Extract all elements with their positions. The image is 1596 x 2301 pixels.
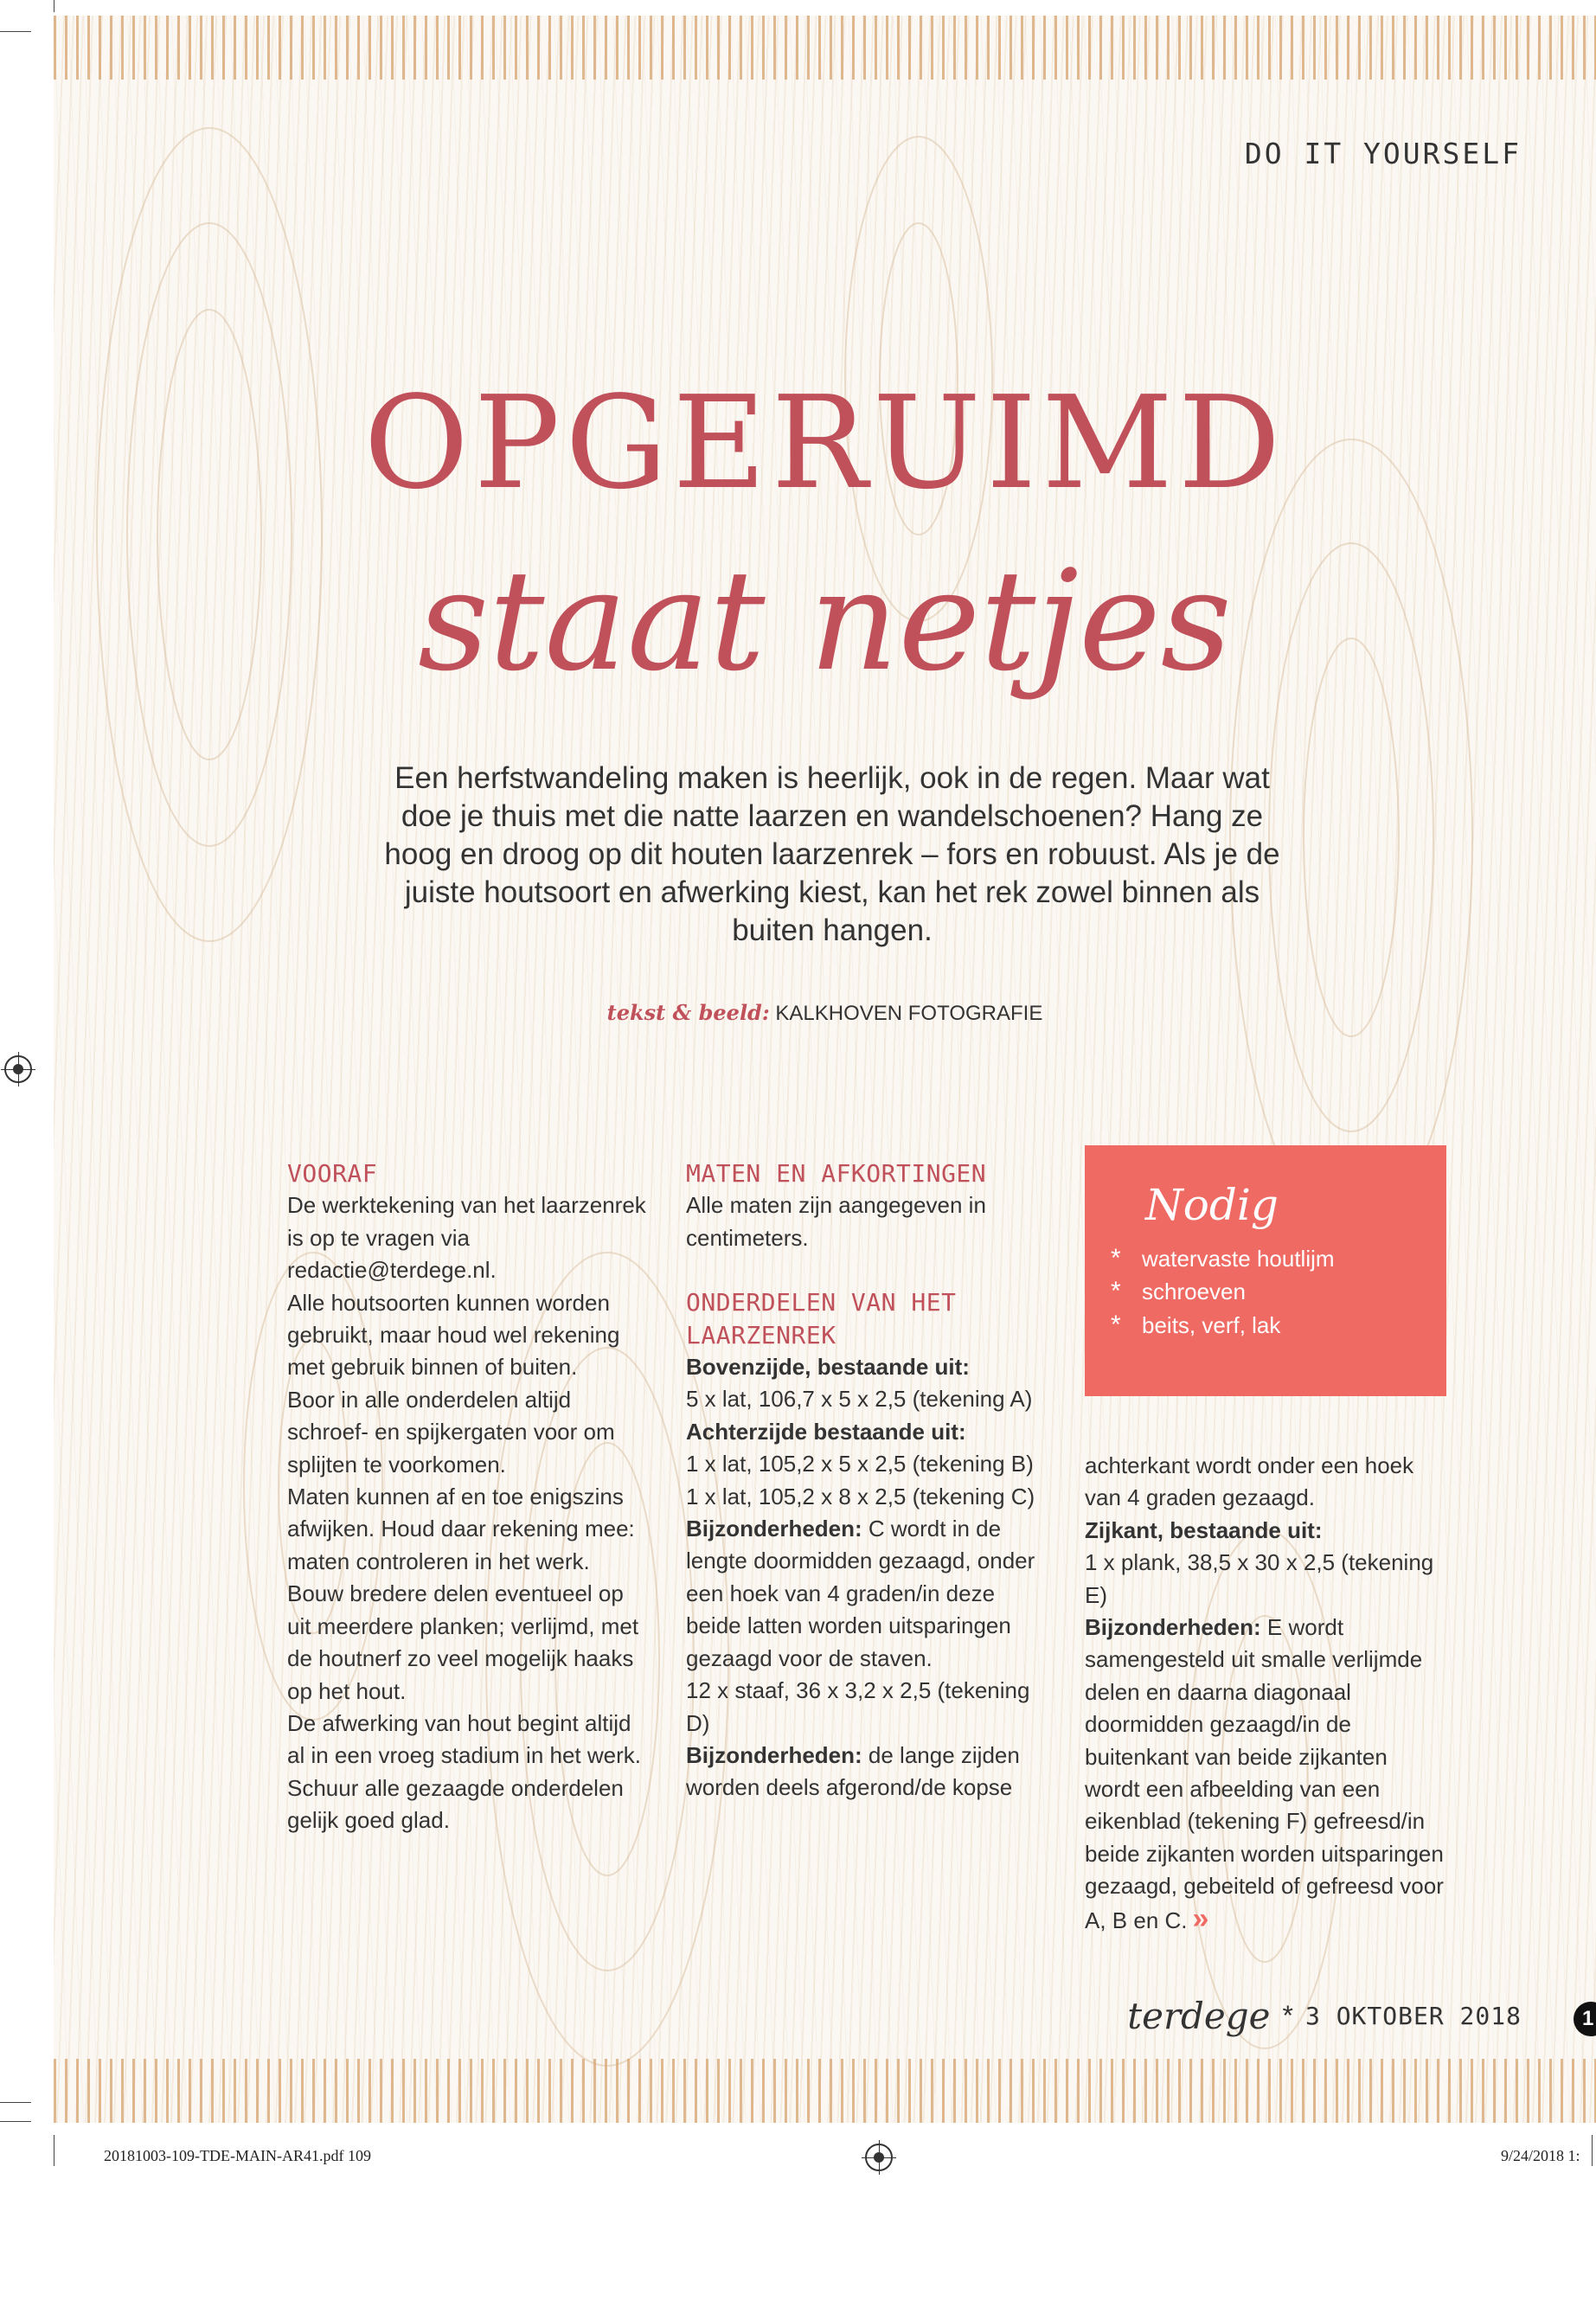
asterisk-icon: *: [1111, 1244, 1121, 1272]
vooraf-paragraph: Boor in alle onderdelen altijd schroef- en spijkergaten voor om splijten te voorkomen.: [287, 1386, 615, 1477]
bijzonderheden-text: de lange zijden worden deels afgerond/de kopse: [686, 1741, 1020, 1801]
nodig-item: schroeven: [1142, 1279, 1246, 1305]
list-item: [1111, 1309, 1335, 1342]
bijzonderheden-paragraph: [1085, 1612, 1448, 1937]
list-item: [1111, 1242, 1335, 1275]
page-footer: [1127, 1995, 1522, 2037]
footer-brand: terdege: [1127, 1995, 1271, 2037]
achterzijde-label: Achterzijde bestaande uit:: [686, 1418, 966, 1445]
wood-grain-band-bottom: [54, 2059, 1596, 2123]
credit-name: KALKHOVEN FOTOGRAFIE: [775, 1002, 1043, 1025]
vooraf-paragraph: De afwerking van hout begint altijd al in een vroeg stadium in het werk. Schuur alle gezaagde onderdelen gelijk goed glad.: [287, 1709, 641, 1834]
crop-mark: [0, 31, 31, 32]
asterisk-icon: *: [1111, 1277, 1121, 1306]
asterisk-icon: *: [1111, 1310, 1121, 1339]
vooraf-paragraph: Maten kunnen af en toe enigszins afwijken. Houd daar rekening mee: maten controleren in het werk.: [287, 1484, 635, 1574]
staaf-text: 12 x staaf, 36 x 3,2 x 2,5 (tekening D): [686, 1677, 1030, 1736]
crop-mark: [0, 2121, 31, 2122]
title-line-1: OPGERUIMD: [363, 369, 1286, 517]
intro-paragraph: Een herfstwandeling maken is heerlijk, ook in de regen. Maar wat doe je thuis met die natte laarzen en wandelschoenen? Hang ze hoog en droog op dit houten laarzenrek – fors en robuust. Als je de juiste houtsoort en afwerking kiest, kan het rek zowel binnen als buiten hangen.: [384, 761, 1280, 947]
bijzonderheden-label: Bijzonderheden:: [686, 1516, 862, 1542]
page-number: 1: [1574, 2002, 1596, 2036]
column-vooraf: [287, 1157, 651, 1837]
nodig-title: Nodig: [1145, 1180, 1279, 1230]
bijzonderheden-paragraph: [686, 1513, 1049, 1675]
column-zijkant: [1085, 1450, 1448, 1937]
maten-heading: MATEN EN AFKORTINGEN: [686, 1159, 987, 1188]
bovenzijde-label: Bovenzijde, bestaande uit:: [686, 1354, 970, 1381]
achterzijde-text: 1 x lat, 105,2 x 8 x 2,5 (tekening C): [686, 1483, 1035, 1509]
vooraf-paragraph: Alle houtsoorten kunnen worden gebruikt, maar houd wel rekening met gebruik binnen of buiten.: [287, 1289, 620, 1381]
bijzonderheden-label: Bijzonderheden:: [1085, 1614, 1261, 1641]
bovenzijde-text: 5 x lat, 106,7 x 5 x 2,5 (tekening A): [686, 1386, 1033, 1413]
vooraf-paragraph: Bouw bredere delen eventueel op uit meerdere planken; verlijmd, met de houtnerf zo veel mogelijk haaks op het hout.: [287, 1580, 639, 1704]
title-line-2: staat netjes: [418, 540, 1232, 702]
achterzijde-text: 1 x lat, 105,2 x 5 x 2,5 (tekening B): [686, 1451, 1034, 1477]
registration-mark-icon: [865, 2144, 893, 2171]
nodig-box: [1085, 1145, 1446, 1396]
nodig-list: [1111, 1242, 1335, 1342]
footer-date: 3 OKTOBER 2018: [1304, 2002, 1522, 2030]
bijzonderheden-text: E wordt samengesteld uit smalle verlijmde delen en daarna diagonaal doormidden gezaagd/in de buitenkant van beide zijkanten wordt een afbeelding van een eikenblad (tekening F) gefreesd/in beide zijkanten worden uitsparingen gezaagd, gebeiteld of gefreesd voor A, B en C.: [1085, 1614, 1444, 1933]
wood-grain-band-top: [54, 16, 1596, 80]
nodig-item: beits, verf, lak: [1142, 1311, 1281, 1338]
nodig-item: watervaste houtlijm: [1142, 1246, 1335, 1272]
bijzonderheden-text: C wordt in de lengte doormidden gezaagd, onder een hoek van 4 graden/in deze beide latten worden uitsparingen gezaagd voor de staven.: [686, 1516, 1035, 1671]
asterisk-icon: *: [1282, 2000, 1293, 2031]
zijkant-text: 1 x plank, 38,5 x 30 x 2,5 (tekening E): [1085, 1549, 1434, 1608]
credit-line: [54, 1000, 1596, 1026]
onderdelen-heading: ONDERDELEN VAN HET LAARZENREK: [686, 1288, 957, 1349]
vooraf-heading: VOORAF: [287, 1159, 378, 1188]
crop-mark: [1592, 2135, 1593, 2166]
column-maten: [686, 1157, 1049, 1804]
registration-mark-icon: [4, 1055, 32, 1083]
crop-mark: [0, 2102, 31, 2103]
section-tag: DO IT YOURSELF: [1244, 137, 1522, 170]
slug-left: 20181003-109-TDE-MAIN-AR41.pdf 109: [104, 2147, 371, 2164]
double-chevron-right-icon: »: [1192, 1901, 1209, 1935]
slug-right: 9/24/2018 1:: [1501, 2147, 1580, 2164]
credit-label: tekst & beeld:: [606, 1000, 770, 1025]
bijzonderheden-paragraph: [686, 1740, 1049, 1804]
zijkant-intro: achterkant wordt onder een hoek van 4 graden gezaagd.: [1085, 1452, 1414, 1511]
bijzonderheden-label: Bijzonderheden:: [686, 1741, 862, 1768]
vooraf-paragraph: De werktekening van het laarzenrek is op te vragen via redactie@terdege.nl.: [287, 1192, 646, 1284]
list-item: [1111, 1275, 1335, 1308]
zijkant-label: Zijkant, bestaande uit:: [1085, 1516, 1323, 1543]
maten-text: Alle maten zijn aangegeven in centimeters.: [686, 1192, 986, 1251]
magazine-page: [54, 16, 1596, 2123]
